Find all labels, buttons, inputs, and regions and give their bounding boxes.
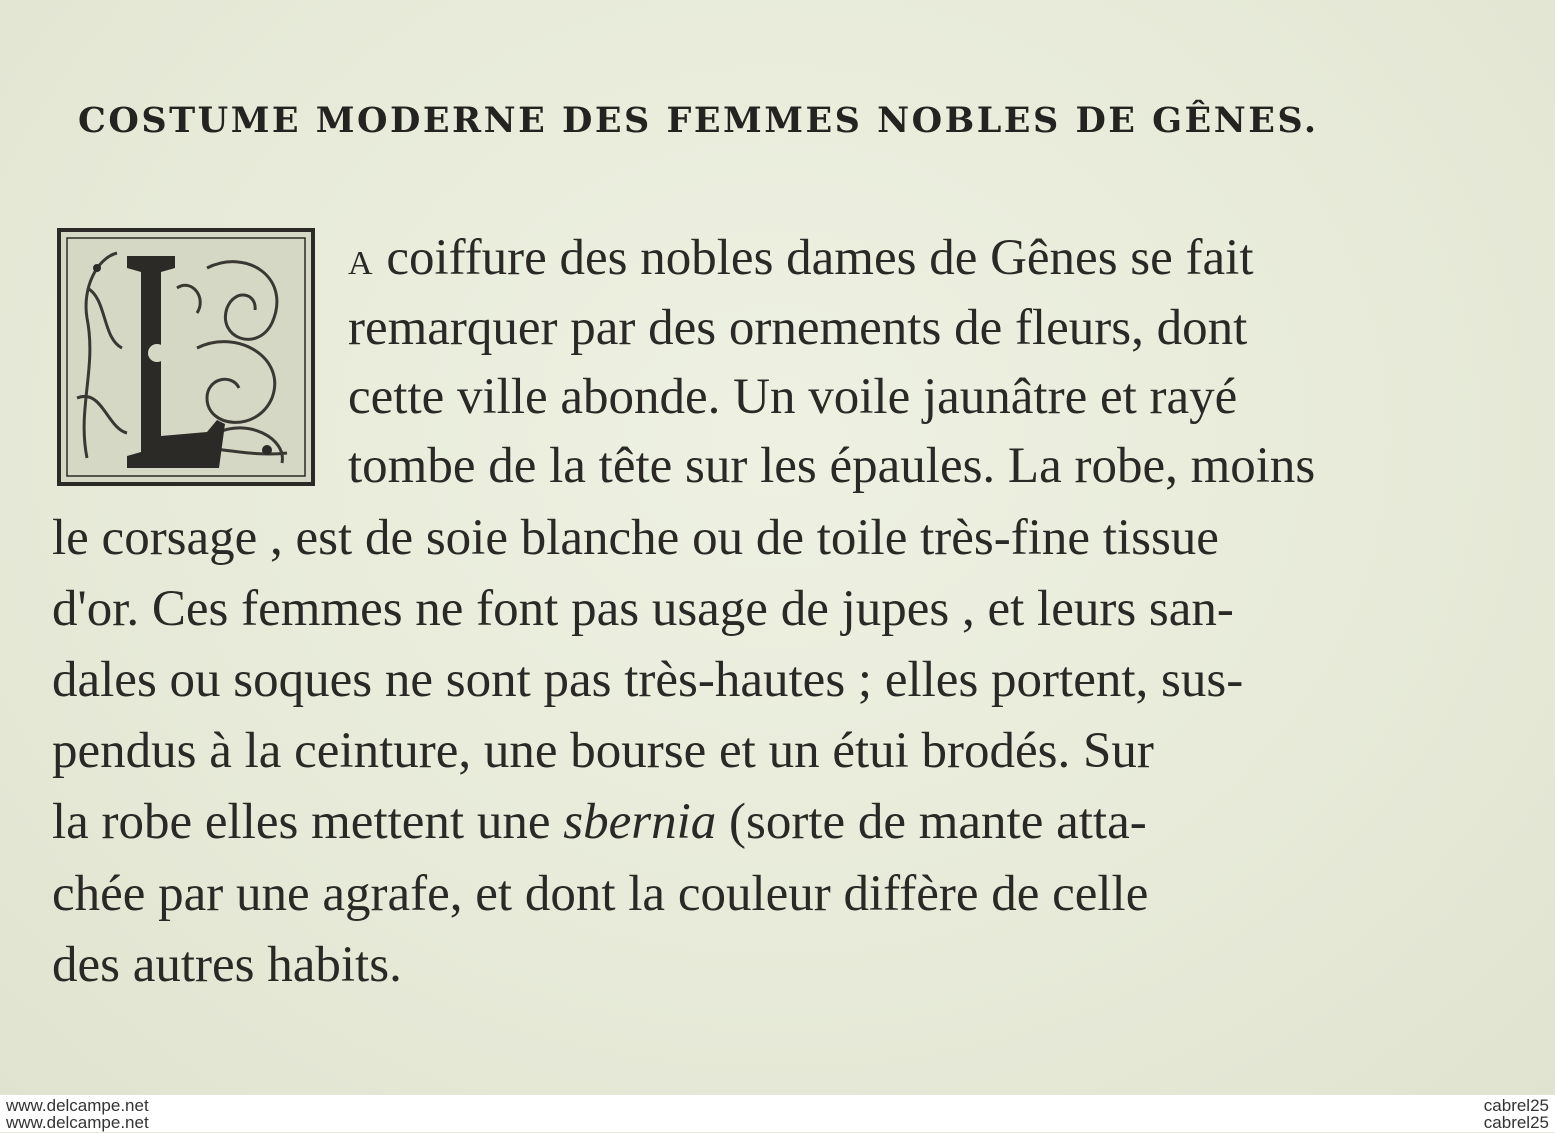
first-line-text: coiffure des nobles dames de Gênes se fait [386, 230, 1254, 286]
text-line: remarquer par des ornements de fleurs, dont [348, 300, 1248, 356]
text-line: des autres habits. [52, 937, 402, 993]
text-line: chée par une agrafe, et dont la couleur diffère de celle [52, 866, 1149, 922]
text-line [52, 786, 1147, 858]
text-segment: (sorte de mante atta- [728, 794, 1147, 850]
watermark-url: www.delcampe.net [6, 1096, 149, 1115]
decorated-initial-l [57, 228, 315, 486]
text-line: d'or. Ces femmes ne font pas usage de jupes , et leurs san- [52, 581, 1234, 637]
watermark-seller: cabrel25 [1483, 1096, 1549, 1115]
watermark-url: www.delcampe.net [6, 1113, 149, 1132]
text-segment: la robe elles mettent une [52, 794, 551, 850]
text-line: le corsage , est de soie blanche ou de toile très-fine tissue [52, 510, 1219, 566]
text-line: pendus à la ceinture, une bourse et un étui brodés. Sur [52, 723, 1154, 779]
page-title: COSTUME MODERNE DES FEMMES NOBLES DE GÊNES. [78, 100, 1319, 141]
text-line: cette ville abonde. Un voile jaunâtre et rayé [348, 369, 1238, 425]
italic-term: sbernia [563, 794, 717, 850]
text-line: dales ou soques ne sont pas très-hautes ; elles portent, sus- [52, 652, 1244, 708]
watermark-seller: cabrel25 [1483, 1113, 1549, 1132]
text-line: tombe de la tête sur les épaules. La robe, moins [348, 438, 1316, 494]
initial-small-caps: A [348, 245, 374, 282]
text-line [348, 222, 1254, 294]
watermark-bar [0, 1095, 1555, 1132]
